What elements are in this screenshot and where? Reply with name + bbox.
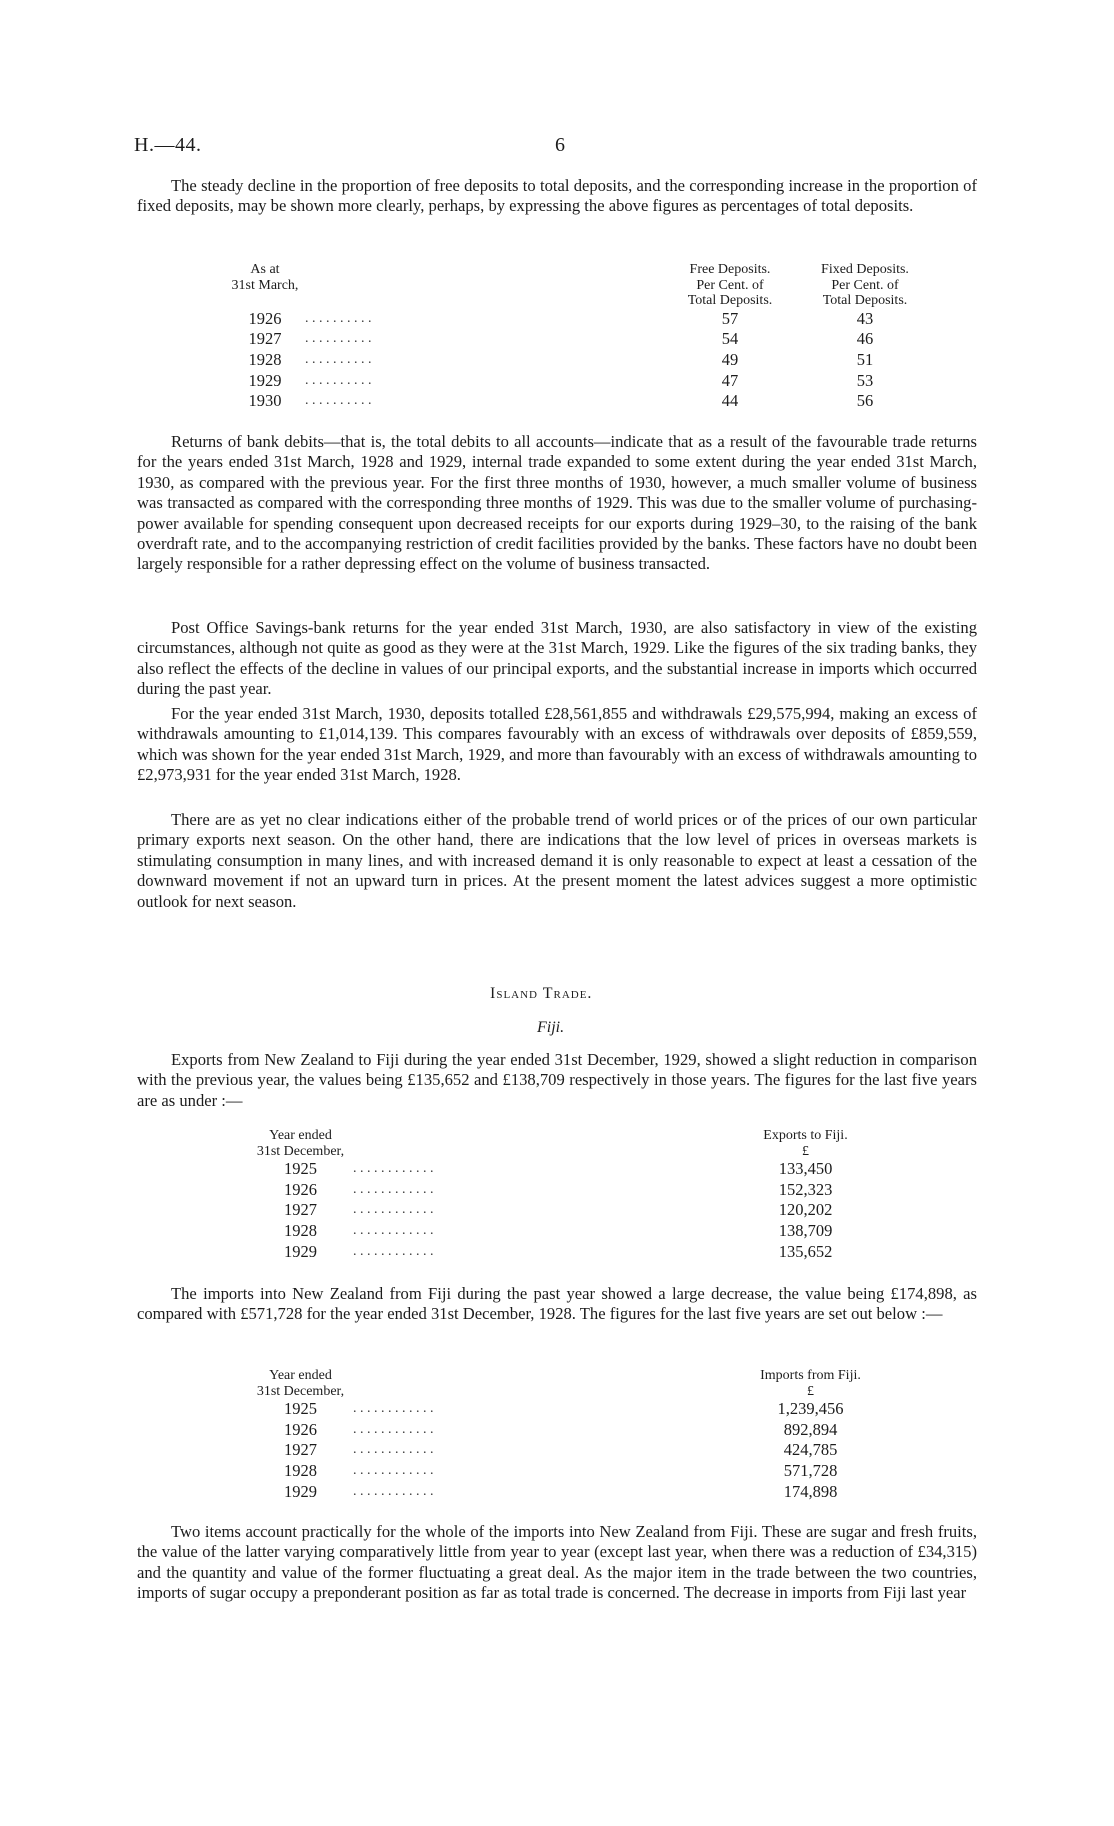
year-cell: 1926 — [248, 308, 282, 328]
dot-leader: . . . . . . . . . . . . — [353, 1421, 434, 1437]
col-header-imports — [743, 1368, 878, 1399]
dot-leader: . . . . . . . . . . — [305, 351, 372, 367]
table-row — [248, 1461, 878, 1482]
col-header-line: £ — [802, 1143, 809, 1159]
section-subtitle: Fiji. — [537, 1019, 565, 1036]
value-cell: 152,323 — [778, 1179, 833, 1199]
dot-leader: . . . . . . . . . . . . — [353, 1181, 434, 1197]
dot-leader: . . . . . . . . . . . . — [353, 1223, 434, 1239]
col-header-year — [248, 1128, 353, 1159]
free-percent-cell: 49 — [721, 349, 739, 369]
page-number: 6 — [555, 134, 565, 156]
table-row — [248, 1200, 868, 1221]
col-header-year — [248, 1368, 353, 1399]
value-cell: 892,894 — [783, 1419, 838, 1439]
col-header-line: Year ended — [269, 1128, 332, 1143]
document-reference: H.—44. — [134, 134, 202, 156]
col-header-line: Per Cent. of — [696, 277, 764, 293]
dot-leader: . . . . . . . . . . . . — [353, 1442, 434, 1458]
fixed-percent-cell: 53 — [856, 370, 874, 390]
dot-leader: . . . . . . . . . . . . — [353, 1202, 434, 1218]
table-row — [225, 370, 930, 391]
dot-leader: . . . . . . . . . . . . — [353, 1243, 434, 1259]
value-cell: 133,450 — [778, 1159, 833, 1179]
col-header-line: Imports from Fiji. — [760, 1368, 861, 1383]
paragraph-deposits-intro: The steady decline in the proportion of free deposits to total deposits, and the corresponding increase in the proportion of fixed deposits, may be shown more clearly, perhaps, by expressing the above figures as percentages of total deposits. — [137, 176, 977, 216]
paragraph-savings-bank: Post Office Savings-bank returns for the year ended 31st March, 1930, are also satisfactory in view of the existing circumstances, although not quite as good as they were at the 31st March, 1929. Like the figures of the six trading banks, they also reflect the effects of the decline in values of our principal exports, and the substantial increase in imports which occurred during the past year. — [137, 618, 977, 699]
table-row — [248, 1180, 868, 1201]
col-header-exports — [743, 1128, 868, 1159]
free-percent-cell: 57 — [721, 308, 739, 328]
value-cell: 135,652 — [778, 1241, 833, 1261]
year-cell: 1929 — [248, 370, 282, 390]
col-header-line: Exports to Fiji. — [763, 1128, 848, 1143]
dot-leader: . . . . . . . . . . . . — [353, 1483, 434, 1499]
year-cell: 1926 — [284, 1179, 317, 1199]
paragraph-fiji-imports: The imports into New Zealand from Fiji during the past year showed a large decrease, the value being £174,898, as compared with £571,728 for the year ended 31st December, 1928. The figures for the last five years are set out below :— — [137, 1284, 977, 1324]
table-row — [225, 309, 930, 330]
fixed-percent-cell: 46 — [856, 329, 874, 349]
col-header-line: 31st March, — [231, 277, 299, 293]
year-cell: 1925 — [284, 1159, 317, 1179]
free-percent-cell: 54 — [721, 329, 739, 349]
value-cell: 424,785 — [783, 1440, 838, 1460]
table-row — [248, 1399, 878, 1420]
dot-leader: . . . . . . . . . . . . — [353, 1161, 434, 1177]
dot-leader: . . . . . . . . . . — [305, 372, 372, 388]
table-row — [248, 1221, 868, 1242]
paragraph-world-prices: There are as yet no clear indications either of the probable trend of world prices or of the prices of our own particular primary exports next season. On the other hand, there are indications that the low level of prices in overseas markets is stimulating consumption in many lines, and with increased demand it is only reasonable to expect at least a cessation of the downward movement if not an upward turn in prices. At the present moment the latest advices suggest a more optimistic outlook for next season. — [137, 810, 977, 911]
table-row — [225, 329, 930, 350]
dot-leader: . . . . . . . . . . . . — [353, 1401, 434, 1417]
paragraph-deposits-withdrawals: For the year ended 31st March, 1930, deposits totalled £28,561,855 and withdrawals £29,575,994, making an excess of withdrawals amounting to £1,014,139. This compares favourably with an excess of withdrawals over deposits of £859,559, which was shown for the year ended 31st March, 1929, and more than favourably with an excess of withdrawals amounting to £2,973,931 for the year ended 31st March, 1928. — [137, 704, 977, 785]
leader-spacer — [305, 262, 660, 309]
table-row — [225, 350, 930, 371]
col-header-line: 31st December, — [256, 1143, 345, 1159]
deposits-percentage-table — [225, 262, 930, 411]
value-cell: 120,202 — [778, 1200, 833, 1220]
fixed-percent-cell: 56 — [856, 391, 874, 411]
year-cell: 1927 — [284, 1440, 317, 1460]
col-header-year — [225, 262, 305, 309]
col-header-line: As at — [250, 262, 280, 277]
col-header-fixed-deposits — [800, 262, 930, 309]
paragraph-fiji-exports: Exports from New Zealand to Fiji during the year ended 31st December, 1929, showed a slight reduction in comparison with the previous year, the values being £135,652 and £138,709 respectively in those years. The figures for the last five years are as under :— — [137, 1050, 977, 1110]
col-header-line: 31st December, — [256, 1383, 345, 1399]
table-row — [248, 1420, 878, 1441]
year-cell: 1928 — [284, 1221, 317, 1241]
fixed-percent-cell: 43 — [856, 308, 874, 328]
table-row — [248, 1241, 868, 1262]
table-header-row — [225, 262, 930, 309]
col-header-line: £ — [807, 1383, 814, 1399]
leader-spacer — [353, 1368, 743, 1399]
table-header-row — [248, 1368, 878, 1399]
dot-leader: . . . . . . . . . . . . — [353, 1463, 434, 1479]
table-header-row — [248, 1128, 868, 1159]
value-cell: 138,709 — [778, 1221, 833, 1241]
fixed-percent-cell: 51 — [856, 349, 874, 369]
col-header-line: Free Deposits. — [689, 262, 771, 277]
table-row — [225, 391, 930, 412]
paragraph-bank-debits: Returns of bank debits—that is, the total debits to all accounts—indicate that as a result of the favourable trade returns for the years ended 31st March, 1928 and 1929, internal trade expanded to some extent during the year ended 31st March, 1930, as compared with the previous year. For the first three months of 1930, however, a much smaller volume of business was transacted as compared with the corresponding three months of 1929. This was due to the smaller volume of purchasing-power available for spending consequent upon decreased receipts for our exports during 1929–30, to the raising of the bank overdraft rate, and to the accompanying restriction of credit facilities provided by the banks. These factors have no doubt been largely responsible for a rather depressing effect on the volume of business transacted. — [137, 432, 977, 574]
paragraph-sugar-fruits: Two items account practically for the whole of the imports into New Zealand from Fiji. These are sugar and fresh fruits, the value of the latter varying comparatively little from year to year (except last year, when there was a reduction of £34,315) and the quantity and value of the former fluctuating a great deal. As the major item in the trade between the two countries, imports of sugar occupy a preponderant position as far as total trade is concerned. The decrease in imports from Fiji last year — [137, 1522, 977, 1603]
imports-from-fiji-table — [248, 1368, 878, 1502]
year-cell: 1928 — [284, 1461, 317, 1481]
year-cell: 1930 — [248, 391, 282, 411]
table-row — [248, 1159, 868, 1180]
year-cell: 1927 — [284, 1200, 317, 1220]
year-cell: 1927 — [248, 329, 282, 349]
year-cell: 1929 — [284, 1241, 317, 1261]
col-header-line: Total Deposits. — [822, 293, 908, 308]
value-cell: 174,898 — [783, 1481, 838, 1501]
value-cell: 571,728 — [783, 1461, 838, 1481]
col-header-free-deposits — [660, 262, 800, 309]
year-cell: 1928 — [248, 349, 282, 369]
free-percent-cell: 44 — [721, 391, 739, 411]
exports-to-fiji-table — [248, 1128, 868, 1262]
col-header-line: Year ended — [269, 1368, 332, 1383]
year-cell: 1925 — [284, 1399, 317, 1419]
table-row — [248, 1440, 878, 1461]
col-header-line: Per Cent. of — [831, 277, 899, 293]
dot-leader: . . . . . . . . . . — [305, 331, 372, 347]
section-title: Island Trade. — [490, 985, 593, 1002]
col-header-line: Fixed Deposits. — [821, 262, 909, 277]
col-header-line: Total Deposits. — [687, 293, 773, 308]
value-cell: 1,239,456 — [777, 1399, 844, 1419]
table-row — [248, 1481, 878, 1502]
year-cell: 1929 — [284, 1481, 317, 1501]
leader-spacer — [353, 1128, 743, 1159]
free-percent-cell: 47 — [721, 370, 739, 390]
dot-leader: . . . . . . . . . . — [305, 393, 372, 409]
year-cell: 1926 — [284, 1419, 317, 1439]
dot-leader: . . . . . . . . . . — [305, 310, 372, 326]
